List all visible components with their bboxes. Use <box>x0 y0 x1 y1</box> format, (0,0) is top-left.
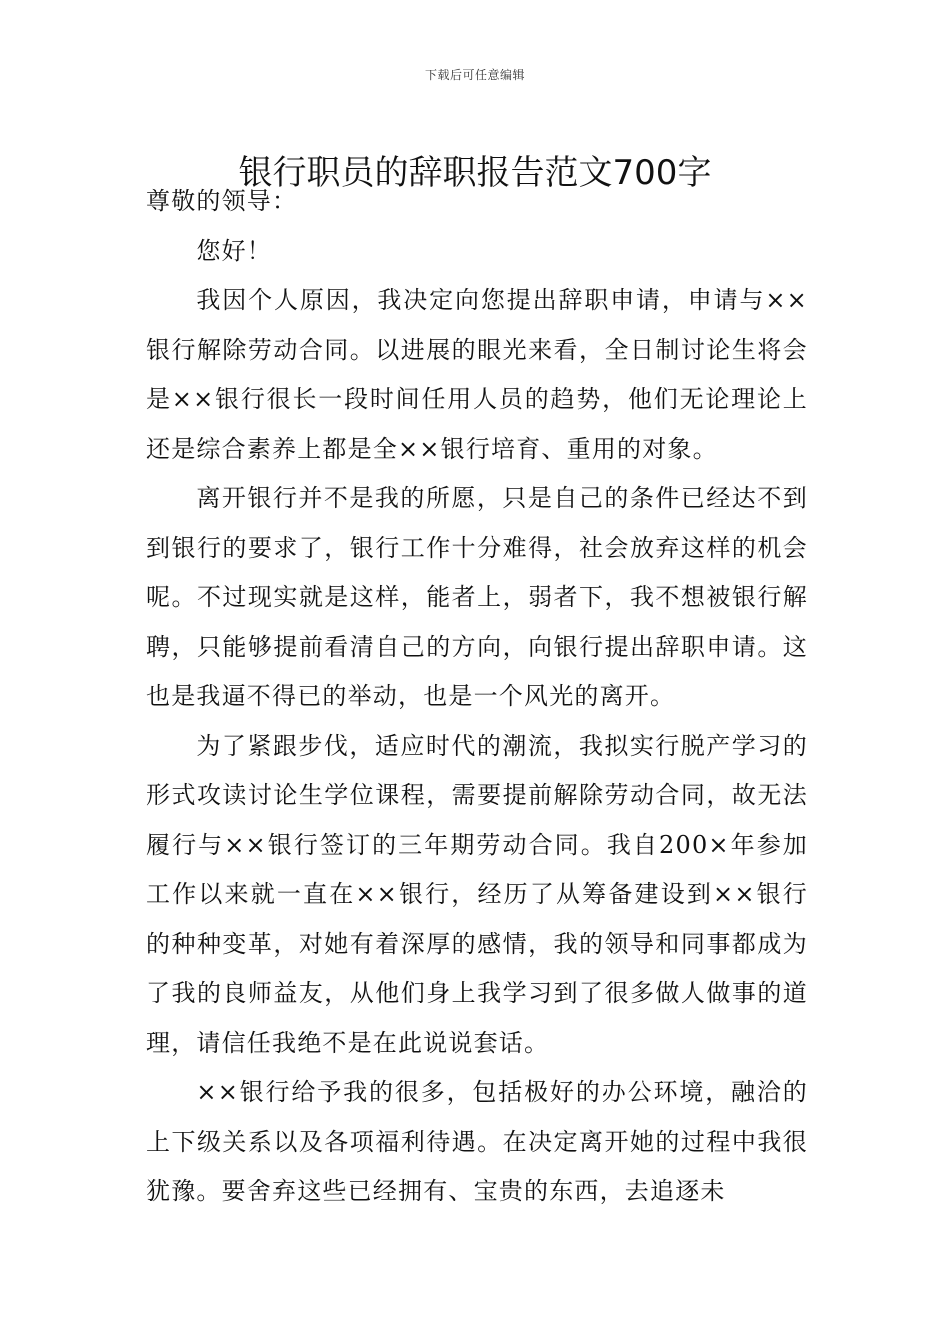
paragraph: ××银行给予我的很多，包括极好的办公环境，融洽的上下级关系以及各项福利待遇。在决定离开她的过程中我很犹豫。要舍弃这些已经拥有、宝贵的东西，去追逐未 <box>146 1078 808 1205</box>
greeting: 您好！ <box>196 236 272 265</box>
paragraph: 离开银行并不是我的所愿，只是自己的条件已经达不到到银行的要求了，银行工作十分难得，社会放弃这样的机会呢。不过现实就是这样，能者上，弱者下，我不想被银行解聘，只能够提前看清自己的方向，向银行提出辞职申请。这也是我逼不得已的举动，也是一个风光的离开。 <box>146 484 808 710</box>
document-title: 银行职员的辞职报告范文700字 <box>238 152 712 193</box>
header-note: 下载后可任意编辑 <box>424 68 525 82</box>
salutation: 尊敬的领导： <box>146 187 298 215</box>
paragraph: 我因个人原因，我决定向您提出辞职申请，申请与××银行解除劳动合同。以进展的眼光来看，全日制讨论生将会是××银行很长一段时间任用人员的趋势，他们无论理论上还是综合素养上都是全××银行培育、重用的对象。 <box>146 286 808 463</box>
paragraph: 为了紧跟步伐，适应时代的潮流，我拟实行脱产学习的形式攻读讨论生学位课程，需要提前解除劳动合同，故无法履行与××银行签订的三年期劳动合同。我自200×年参加工作以来就一直在××银行，经历了从筹备建设到××银行的种种变革，对她有着深厚的感情，我的领导和同事都成为了我的良师益友，从他们身上我学习到了很多做人做事的道理，请信任我绝不是在此说说套话。 <box>146 731 808 1057</box>
document-body <box>146 177 808 1217</box>
